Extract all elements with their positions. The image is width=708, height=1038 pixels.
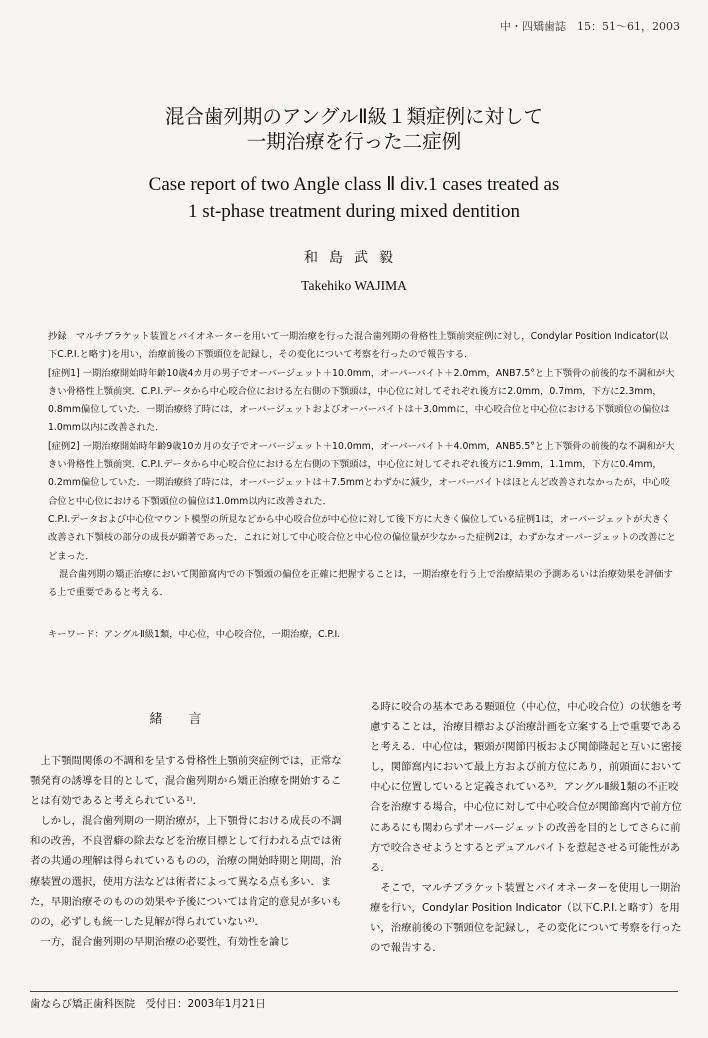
abstract-summary: 抄録 マルチブラケット装置とバイオネーターを用いて一期治療を行った混合歯列期の骨格性上顎前突症例に対し，Condylar Position Indicator(以下C.P.I.と略す)を用い，治療前後の下顎頭位を記録し，その変化について考察を行ったので報告する． xyxy=(48,331,669,361)
abstract xyxy=(48,328,676,602)
footer-affiliation: 歯ならび矯正歯科医院 受付日：2003年1月21日 xyxy=(30,998,266,1010)
author-japanese: 和島武毅 xyxy=(304,250,404,266)
intro-paragraph-2: しかし，混合歯列期の一期治療が，上下顎骨における成長の不調和の改善，不良習癖の除去などを治療目標として行われる点では術者の共通の理解は得られているものの，治療の開始時期と期間，治療装置の選択，使用方法などは術者によって異なる点も多い．また，早期治療そのものの効果や予後については肯定的意見が多いものの，必ずしも統一した見解が得られていない²⁾． xyxy=(30,815,342,928)
intro-paragraph-5: そこで，マルチブラケット装置とバイオネーターを使用し一期治療を行い，Condylar Position Indicator（以下C.P.I.と略す）を用い，治療前後の下顎頭位を記録し，その変化について考察を行ったので報告する． xyxy=(370,881,682,955)
title-ja-line-1: 混合歯列期のアングルⅡ級１類症例に対して xyxy=(164,105,544,128)
abstract-case-1: [症例1] 一期治療開始時年齢10歳4カ月の男子でオーバージェット＋10.0mm，オーバーバイト＋2.0mm，ANB7.5°と上下顎骨の前後的な不調和が大きい骨格性上顎前突．C.P.I.データから中心咬合位における左右側の下顎頭は，中心位に対してそれぞれ後方に2.0mm，0.7mm，下方に2.3mm，0.8mm偏位していた．一期治療終了時には，オーバージェットおよびオーバーバイトは＋3.0mmに，中心咬合位と中心位における下顎頭位の偏位は1.0mm以内に改善された． xyxy=(48,367,675,434)
title-japanese xyxy=(0,104,708,154)
journal-header: 中・四矯歯誌 15：51～61，2003 xyxy=(500,20,680,33)
intro-paragraph-1: 上下顎間関係の不調和を呈する骨格性上顎前突症例では，正常な顎発育の誘導を目的として，混合歯列期から矯正治療を開始することは有効であると考えられている¹⁾． xyxy=(30,755,342,808)
abstract-case-2: [症例2] 一期治療開始時年齢9歳10カ月の女子でオーバージェット＋10.0mm，オーバーバイト＋4.0mm，ANB5.5°と上下顎骨の前後的な不調和が大きい骨格性上顎前突．C.P.I.データから中心咬合位における左右側の下顎頭は，中心位に対してそれぞれ後方に1.9mm，1.1mm，下方に0.4mm，0.2mm偏位していた．一期治療終了時には，オーバージェットは＋7.5mmとわずかに減少，オーバーバイトはほとんど改善されなかったが，中心咬合位と中心位における下顎頭位の偏位は1.0mm以内に改善された． xyxy=(48,440,675,507)
intro-paragraph-4: る時に咬合の基本である顆頭位（中心位，中心咬合位）の状態を考慮することは，治療目標および治療計画を立案する上で重要であると考える．中心位は，顆頭が関節円板および関節隆起と互いに密接し，関節窩内において最上方および前方位にあり，前頭面において中心に位置していると定義されている³⁾．アングルⅡ級1類の不正咬合を治療する場合，中心位に対して中心咬合位が関節窩内で前方位にあるにも関わらずオーバージェットの改善を目的としてさらに前方で咬合させようとするとデュアルバイトを惹起させる可能性がある． xyxy=(370,701,682,874)
title-en-line-2: 1 st-phase treatment during mixed dentition xyxy=(188,201,520,222)
abstract-conclusion: 混合歯列期の矯正治療において関節窩内での下顎頭の偏位を正確に把握することは，一期治療を行う上で治療結果の予測あるいは治療効果を評価する上で重要であると考える． xyxy=(48,568,673,599)
footer-divider xyxy=(30,991,678,992)
title-english xyxy=(0,171,708,225)
title-en-line-1: Case report of two Angle class Ⅱ div.1 cases treated as xyxy=(148,174,560,195)
intro-paragraph-3: 一方，混合歯列期の早期治療の必要性，有効性を論じ xyxy=(40,935,290,948)
section-title-introduction: 緒言 xyxy=(149,712,228,727)
abstract-findings: C.P.I.データおよび中心位マウント模型の所見などから中心咬合位が中心位に対して後下方に大きく偏位している症例1は，オーバージェットが大きく改善され下顎枝の部分の成長が顕著であった．これに対して中心咬合位と中心位の偏位量が少なかった症例2は，わずかなオーバージェットの改善にとどまった． xyxy=(48,513,676,562)
author-english: Takehiko WAJIMA xyxy=(301,278,407,293)
title-ja-line-2: 一期治療を行った二症例 xyxy=(246,130,462,153)
keywords: キーワード：アングルⅡ級1類，中心位，中心咬合位，一期治療，C.P.I. xyxy=(48,629,341,640)
body-column-left xyxy=(30,751,347,952)
body-column-right xyxy=(370,697,682,958)
